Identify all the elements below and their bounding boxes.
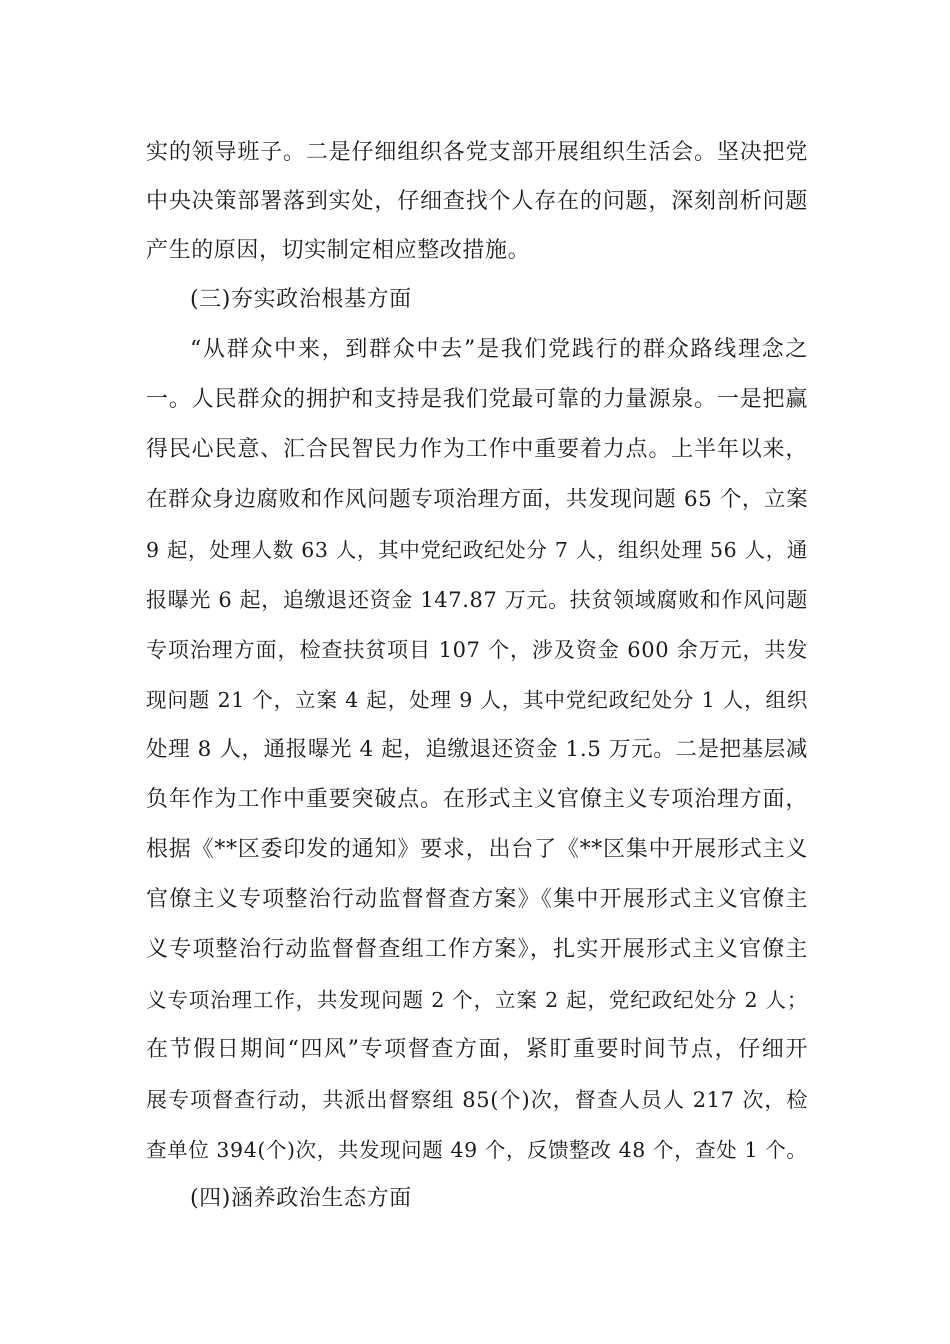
body-text-line: “从群众中来，到群众中去”是我们党践行的群众路线理念之 [190,337,808,362]
body-text-line: 根据《**区委印发的通知》要求，出台了《**区集中开展形式主义 [146,837,808,862]
section-heading-4: (四)涵养政治生态方面 [190,1186,412,1211]
body-text-line: 9 起，处理人数 63 人，其中党纪政纪处分 7 人，组织处理 56 人，通 [146,538,808,562]
body-text-line: 现问题 21 个，立案 4 起，处理 9 人，其中党纪政纪处分 1 人，组织 [146,688,808,712]
body-text-line: 处理 8 人，通报曝光 4 起，追缴退还资金 1.5 万元。二是把基层减 [146,737,808,762]
body-text-line: 专项治理方面，检查扶贫项目 107 个，涉及资金 600 余万元，共发 [146,638,808,662]
body-text-line: 义专项整治行动监督督查组工作方案》，扎实开展形式主义官僚主 [146,937,808,962]
section-heading-3: (三)夯实政治根基方面 [190,287,412,312]
body-text-line: 在节假日期间“四风”专项督查方面，紧盯重要时间节点，仔细开 [146,1037,808,1062]
body-text-line: 展专项督查行动，共派出督察组 85(个)次，督查人员人 217 次，检 [146,1088,808,1112]
body-text-line: 在群众身边腐败和作风问题专项治理方面，共发现问题 65 个，立案 [146,487,809,512]
body-text-line: 中央决策部署落到实处，仔细查找个人存在的问题，深刻剖析问题 [146,189,808,214]
body-text-line: 义专项治理工作，共发现问题 2 个，立案 2 起，党纪政纪处分 2 人； [146,988,808,1012]
body-text-line: 一。人民群众的拥护和支持是我们党最可靠的力量源泉。一是把赢 [146,387,808,412]
body-text-line: 报曝光 6 起，追缴退还资金 147.87 万元。扶贫领域腐败和作风问题 [146,588,808,612]
body-text-line: 查单位 394(个)次，共发现问题 49 个，反馈整改 48 个，查处 1 个。 [146,1138,808,1162]
body-text-line: 负年作为工作中重要突破点。在形式主义官僚主义专项治理方面， [146,787,808,812]
body-text-line: 产生的原因，切实制定相应整改措施。 [146,238,531,263]
body-text-line: 实的领导班子。二是仔细组织各党支部开展组织生活会。坚决把党 [146,140,808,165]
body-text-line: 官僚主义专项整治行动监督督查方案》《集中开展形式主义官僚主 [146,887,808,912]
body-text-line: 得民心民意、汇合民智民力作为工作中重要着力点。上半年以来， [146,437,808,462]
